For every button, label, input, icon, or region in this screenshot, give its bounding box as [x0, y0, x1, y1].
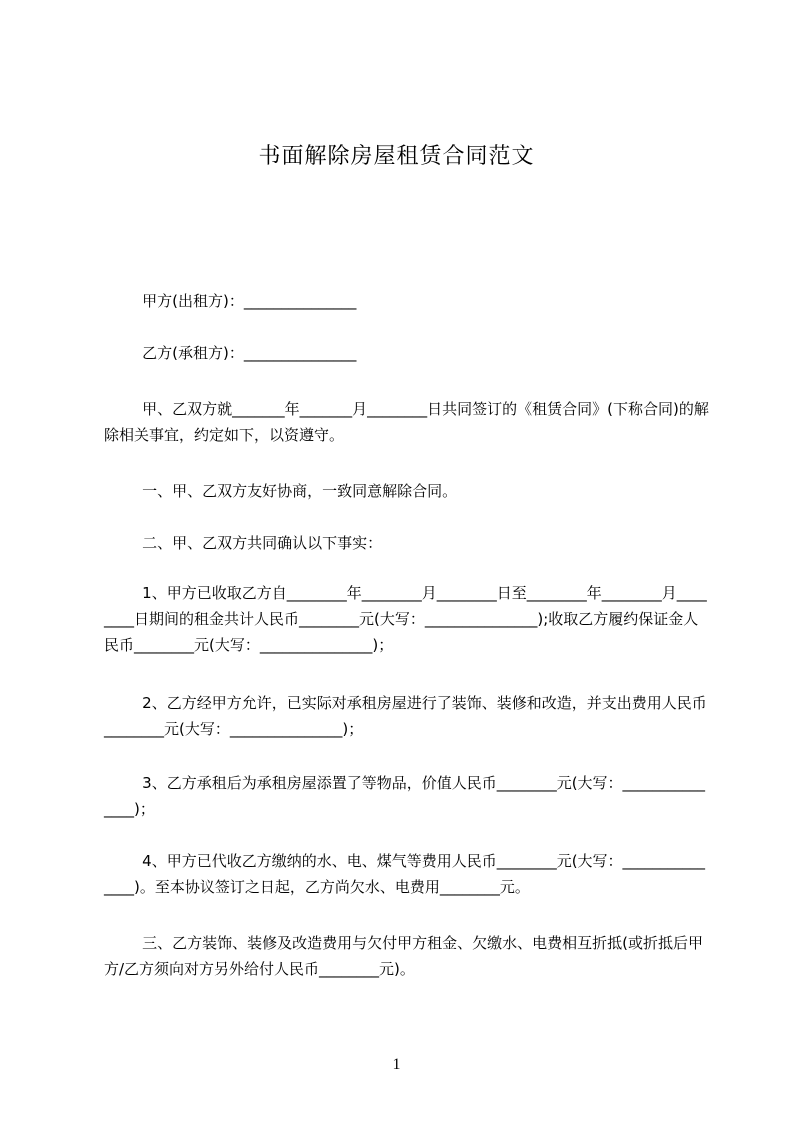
intro-paragraph: 甲、乙双方就_______年_______月________日共同签订的《租赁合同》(下称合同)的解除相关事宜，约定如下，以资遵守。 [104, 400, 709, 444]
clause-2-item-3: 3、乙方承租后为承租房屋添置了等物品，价值人民币________元(大写：_______________)； [104, 774, 706, 818]
party-a-line: 甲方(出租方)：_______________ [104, 292, 357, 310]
party-b-line: 乙方(承租方)：_______________ [104, 344, 357, 362]
clause-2: 二、甲、乙双方共同确认以下事实： [104, 534, 383, 552]
clause-2-item-4: 4、甲方已代收乙方缴纳的水、电、煤气等费用人民币________元(大写：_______________)。至本协议签订之日起，乙方尚欠水、电费用________元。 [104, 852, 706, 896]
clause-3: 三、乙方装饰、装修及改造费用与欠付甲方租金、欠缴水、电费相互折抵(或折抵后甲方/乙方须向对方另外给付人民币________元)。 [104, 934, 704, 978]
page-number: 1 [392, 1056, 401, 1073]
clause-2-item-1: 1、甲方已收取乙方自________年________月________日至________年________月________日期间的租金共计人民币________元(大写：_______________);收取乙方履约保证金人民币________元(大写：_______________)； [104, 584, 707, 654]
clause-2-item-2: 2、乙方经甲方允许，已实际对承租房屋进行了装饰、装修和改造，并支出费用人民币________元(大写：_______________)； [104, 694, 707, 738]
document-title: 书面解除房屋租赁合同范文 [258, 144, 535, 169]
clause-1: 一、甲、乙双方友好协商，一致同意解除合同。 [104, 482, 458, 500]
